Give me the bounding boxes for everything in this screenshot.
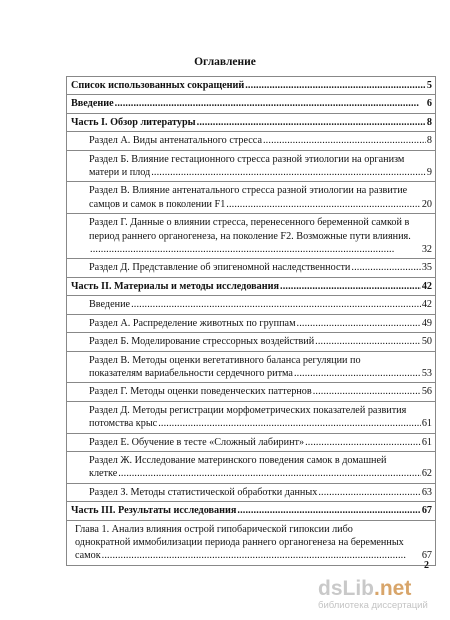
toc-entry[interactable] bbox=[67, 182, 435, 214]
toc-page-number: 42 bbox=[421, 299, 432, 311]
toc-page-number: 35 bbox=[421, 262, 432, 274]
toc-entry[interactable] bbox=[67, 333, 435, 351]
watermark-logo-tld: .net bbox=[374, 577, 412, 600]
toc-page-number: 42 bbox=[421, 280, 432, 292]
toc-leader-dots bbox=[151, 166, 426, 179]
toc-entry-title: однократной иммобилизации периода раннего органогенеза на беременных bbox=[75, 536, 404, 548]
toc-entry-title: клетке bbox=[89, 468, 118, 480]
toc-entry-title: Раздел Ж. Исследование материнского поведения самок в домашней bbox=[89, 454, 387, 466]
toc-leader-dots bbox=[318, 486, 421, 499]
toc-entry-title: Раздел Г. Данные о влиянии стресса, перенесенного беременной самкой в bbox=[89, 217, 410, 229]
toc-leader-dots bbox=[158, 417, 421, 430]
watermark-subtitle: библиотека диссертаций bbox=[318, 600, 428, 611]
page-title: Оглавление bbox=[194, 56, 256, 68]
toc-entry[interactable] bbox=[67, 259, 435, 277]
toc-page-number: 67 bbox=[421, 505, 432, 517]
toc-entry[interactable] bbox=[67, 296, 435, 314]
toc-entry[interactable] bbox=[67, 151, 435, 183]
toc-entry-title: Часть I. Обзор литературы bbox=[71, 116, 196, 128]
toc-page-number: 62 bbox=[421, 468, 432, 480]
toc-page-number: 61 bbox=[421, 436, 432, 448]
toc-page-number: 20 bbox=[421, 198, 432, 210]
toc-leader-dots bbox=[297, 317, 421, 330]
watermark-logo-main: dsLib bbox=[318, 577, 374, 600]
toc-page-number: 9 bbox=[426, 167, 432, 179]
toc-page-number: 56 bbox=[421, 386, 432, 398]
toc-page-number: 49 bbox=[421, 317, 432, 329]
toc-entry[interactable] bbox=[67, 502, 435, 520]
toc-leader-dots bbox=[313, 385, 421, 398]
toc-leader-dots bbox=[305, 436, 421, 449]
toc-page-number: 6 bbox=[426, 98, 432, 110]
toc-entry-title: Раздел А. Виды антенатального стресса bbox=[89, 135, 262, 147]
toc-leader-dots bbox=[115, 97, 426, 110]
toc-entry[interactable] bbox=[67, 315, 435, 333]
toc-entry[interactable] bbox=[67, 132, 435, 150]
watermark-logo bbox=[318, 578, 448, 600]
toc-entry-title: потомства крыс bbox=[89, 418, 158, 430]
toc-leader-dots bbox=[118, 467, 421, 480]
toc-entry-title: Раздел А. Распределение животных по группам bbox=[89, 317, 296, 329]
toc-leader-dots bbox=[245, 79, 426, 92]
toc-entry-title: самок bbox=[75, 550, 101, 562]
toc-entry-title: Раздел Б. Моделирование стрессорных воздействий bbox=[89, 336, 315, 348]
toc-entry-title: Раздел Г. Методы оценки поведенческих паттернов bbox=[89, 386, 312, 398]
toc-page-number: 8 bbox=[426, 135, 432, 147]
toc-entry-title: Глава 1. Анализ влияния острой гипобарической гипоксии либо bbox=[75, 523, 353, 535]
toc-leader-dots bbox=[315, 335, 421, 348]
toc-entry-title: Часть II. Материалы и методы исследования bbox=[71, 280, 280, 292]
watermark bbox=[318, 578, 448, 611]
toc-entry-title: Введение bbox=[71, 98, 114, 110]
toc-entry-title: Раздел Б. Влияние гестационного стресса разной этиологии на организм bbox=[89, 153, 405, 165]
toc-entry[interactable] bbox=[67, 278, 435, 296]
table-of-contents bbox=[66, 76, 436, 566]
toc-leader-dots bbox=[131, 298, 421, 311]
toc-entry-title: период раннего органогенеза, на поколение F2. Возможные пути влияния. bbox=[89, 230, 411, 242]
toc-entry[interactable] bbox=[67, 484, 435, 502]
toc-entry-title: Раздел Д. Методы регистрации морфометрических показателей развития bbox=[89, 404, 407, 416]
toc-page-number: 63 bbox=[421, 486, 432, 498]
toc-page-number: 61 bbox=[421, 418, 432, 430]
toc-entry[interactable] bbox=[67, 521, 435, 566]
page-number: 2 bbox=[424, 560, 429, 571]
toc-entry[interactable] bbox=[67, 434, 435, 452]
toc-entry-title: Введение bbox=[89, 299, 131, 311]
toc-page-number: 32 bbox=[421, 244, 432, 256]
toc-page-number: 67 bbox=[421, 550, 432, 562]
toc-leader-dots bbox=[226, 198, 421, 211]
toc-page-number: 50 bbox=[421, 336, 432, 348]
toc-entry-title: Раздел Е. Обучение в тесте «Сложный лабиринт» bbox=[89, 436, 305, 448]
toc-entry-title: Раздел В. Влияние антенатального стресса разной этиологии на развитие bbox=[89, 185, 408, 197]
toc-page-number: 5 bbox=[426, 80, 432, 91]
toc-entry[interactable] bbox=[67, 214, 435, 259]
toc-leader-dots bbox=[102, 549, 421, 562]
toc-entry[interactable] bbox=[67, 95, 435, 113]
toc-entry-title: самцов и самок в поколении F1 bbox=[89, 198, 226, 210]
toc-entry-title: Список использованных сокращений bbox=[71, 80, 245, 91]
toc-entry[interactable] bbox=[67, 114, 435, 132]
toc-entry[interactable] bbox=[67, 402, 435, 434]
toc-leader-dots bbox=[90, 243, 421, 256]
toc-leader-dots bbox=[280, 280, 421, 293]
toc-entry[interactable] bbox=[67, 452, 435, 484]
toc-page-number: 8 bbox=[426, 116, 432, 128]
toc-entry[interactable] bbox=[67, 77, 435, 95]
toc-leader-dots bbox=[197, 116, 426, 129]
toc-entry-title: Часть III. Результаты исследования bbox=[71, 505, 237, 517]
toc-entry-title: Раздел Д. Представление об эпигеномной наследственности bbox=[89, 262, 351, 274]
toc-entry-title: матери и плод bbox=[89, 167, 151, 179]
toc-entry-title: Раздел В. Методы оценки вегетативного баланса регуляции по bbox=[89, 354, 361, 366]
toc-leader-dots bbox=[263, 134, 426, 147]
toc-leader-dots bbox=[237, 504, 420, 517]
toc-entry[interactable] bbox=[67, 383, 435, 401]
toc-entry-title: показателям вариабельности сердечного ритма bbox=[89, 367, 293, 379]
toc-page-number: 53 bbox=[421, 367, 432, 379]
toc-leader-dots bbox=[294, 367, 421, 380]
toc-entry[interactable] bbox=[67, 352, 435, 384]
toc-entry-title: Раздел З. Методы статистической обработки данных bbox=[89, 486, 318, 498]
toc-leader-dots bbox=[351, 261, 420, 274]
